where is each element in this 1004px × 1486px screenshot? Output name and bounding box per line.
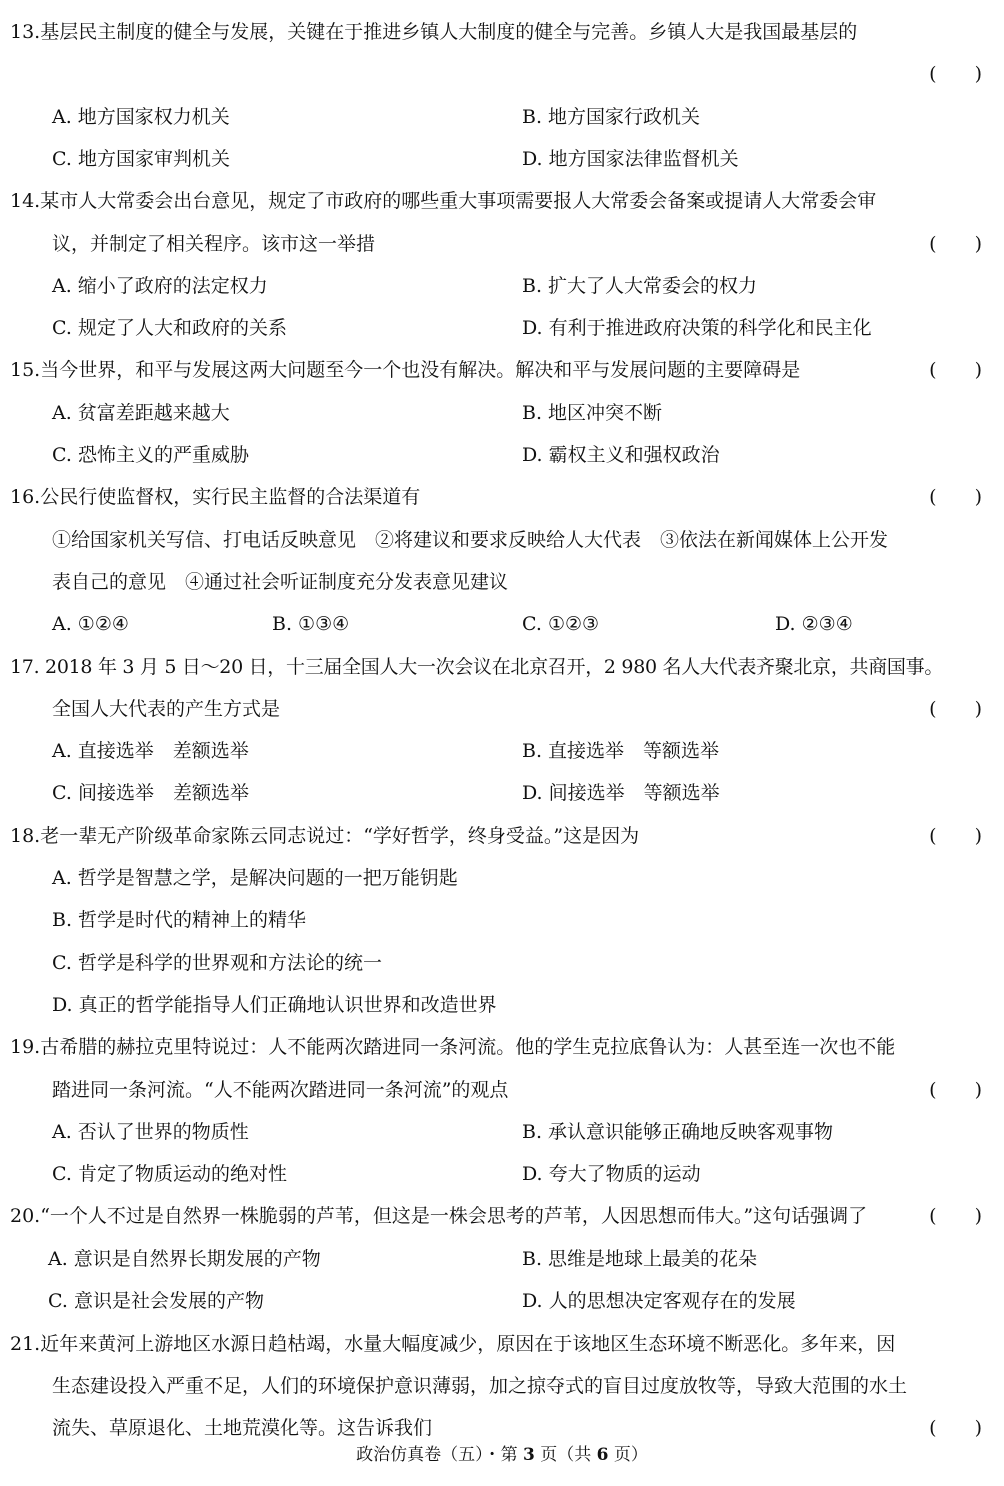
q13-answer-bracket: ( ) [929,63,982,85]
q13-stem: 13.基层民主制度的健全与发展，关键在于推进乡镇人大制度的健全与完善。乡镇人大是我国最基层的 [10,21,858,43]
q20-stem: 20.“一个人不过是自然界一株脆弱的芦苇，但这是一株会思考的芦苇，人因思想而伟大。”这句话强调了 [10,1205,868,1227]
footer-suffix: 页） [608,1445,648,1465]
q17-option-d: D. 间接选举 等额选举 [522,782,720,804]
q15-answer-bracket: ( ) [929,359,982,381]
q16-option-a: A. ①②④ [52,613,129,635]
q19-answer-bracket: ( ) [929,1079,982,1101]
q15-option-b: B. 地区冲突不断 [522,402,663,424]
q14-answer-bracket: ( ) [929,233,982,255]
q13-option-b: B. 地方国家行政机关 [522,106,701,128]
q17-option-c: C. 间接选举 差额选举 [52,782,249,804]
q18-option-d: D. 真正的哲学能指导人们正确地认识世界和改造世界 [52,994,497,1016]
q21-answer-bracket: ( ) [929,1417,982,1439]
q20-option-a: A. 意识是自然界长期发展的产物 [48,1248,321,1270]
q14-stem-line2: 议，并制定了相关程序。该市这一举措 [52,233,376,255]
q17-option-a: A. 直接选举 差额选举 [52,740,249,762]
q15-option-d: D. 霸权主义和强权政治 [522,444,720,466]
q19-stem-line2: 踏进同一条河流。“人不能两次踏进同一条河流”的观点 [52,1079,509,1101]
q14-option-b: B. 扩大了人大常委会的权力 [522,275,758,297]
q16-answer-bracket: ( ) [929,486,982,508]
q13-option-a: A. 地方国家权力机关 [52,106,230,128]
q21-stem-line2: 生态建设投入严重不足，人们的环境保护意识薄弱，加之掠夺式的盲目过度放牧等，导致大范围的水土 [52,1375,908,1397]
q16-items-line2: 表自己的意见 ④通过社会听证制度充分发表意见建议 [52,571,509,593]
q16-option-c: C. ①②③ [522,613,600,635]
q17-answer-bracket: ( ) [929,698,982,720]
q20-answer-bracket: ( ) [929,1205,982,1227]
q17-stem-line2: 全国人大代表的产生方式是 [52,698,281,720]
q17-stem-line1: 17. 2018 年 3 月 5 日～20 日，十三届全国人大一次会议在北京召开，2 980 名人大代表齐聚北京，共商国事。 [10,656,944,678]
q13-option-d: D. 地方国家法律监督机关 [522,148,739,170]
q15-option-c: C. 恐怖主义的严重威胁 [52,444,249,466]
q16-option-d: D. ②③④ [775,613,853,635]
q19-option-c: C. 肯定了物质运动的绝对性 [52,1163,287,1185]
footer-prefix: 政治仿真卷（五）・第 [356,1445,523,1465]
q14-stem-line1: 14.某市人大常委会出台意见，规定了市政府的哪些重大事项需要报人大常委会备案或提请人大常委会审 [10,190,877,212]
footer-page-number: 3 [523,1445,535,1465]
q19-option-d: D. 夸大了物质的运动 [522,1163,701,1185]
q14-option-a: A. 缩小了政府的法定权力 [52,275,268,297]
q15-stem: 15.当今世界，和平与发展这两大问题至今一个也没有解决。解决和平与发展问题的主要障碍是 [10,359,801,381]
q19-option-a: A. 否认了世界的物质性 [52,1121,249,1143]
footer-middle: 页（共 [534,1445,597,1465]
q21-stem-line1: 21.近年来黄河上游地区水源日趋枯竭，水量大幅度减少，原因在于该地区生态环境不断恶化。多年来，因 [10,1333,896,1355]
q16-items-line1: ①给国家机关写信、打电话反映意见 ②将建议和要求反映给人大代表 ③依法在新闻媒体上公开发 [52,529,889,551]
footer-total-pages: 6 [596,1445,609,1465]
q20-option-b: B. 思维是地球上最美的花朵 [522,1248,758,1270]
q19-stem-line1: 19.古希腊的赫拉克里特说过：人不能两次踏进同一条河流。他的学生克拉底鲁认为：人甚至连一次也不能 [10,1036,896,1058]
page-footer [0,1444,1004,1466]
q18-stem: 18.老一辈无产阶级革命家陈云同志说过：“学好哲学，终身受益。”这是因为 [10,825,640,847]
q18-option-b: B. 哲学是时代的精神上的精华 [52,909,307,931]
q16-option-b: B. ①③④ [272,613,350,635]
q20-option-d: D. 人的思想决定客观存在的发展 [522,1290,796,1312]
q20-option-c: C. 意识是社会发展的产物 [48,1290,264,1312]
q16-stem: 16.公民行使监督权，实行民主监督的合法渠道有 [10,486,421,508]
q21-stem-line3: 流失、草原退化、土地荒漠化等。这告诉我们 [52,1417,433,1439]
q15-option-a: A. 贫富差距越来越大 [52,402,230,424]
q13-option-c: C. 地方国家审判机关 [52,148,230,170]
q19-option-b: B. 承认意识能够正确地反映客观事物 [522,1121,834,1143]
q18-option-c: C. 哲学是科学的世界观和方法论的统一 [52,952,382,974]
q17-option-b: B. 直接选举 等额选举 [522,740,720,762]
q18-answer-bracket: ( ) [929,825,982,847]
q14-option-c: C. 规定了人大和政府的关系 [52,317,287,339]
q18-option-a: A. 哲学是智慧之学，是解决问题的一把万能钥匙 [52,867,458,889]
q14-option-d: D. 有利于推进政府决策的科学化和民主化 [522,317,872,339]
